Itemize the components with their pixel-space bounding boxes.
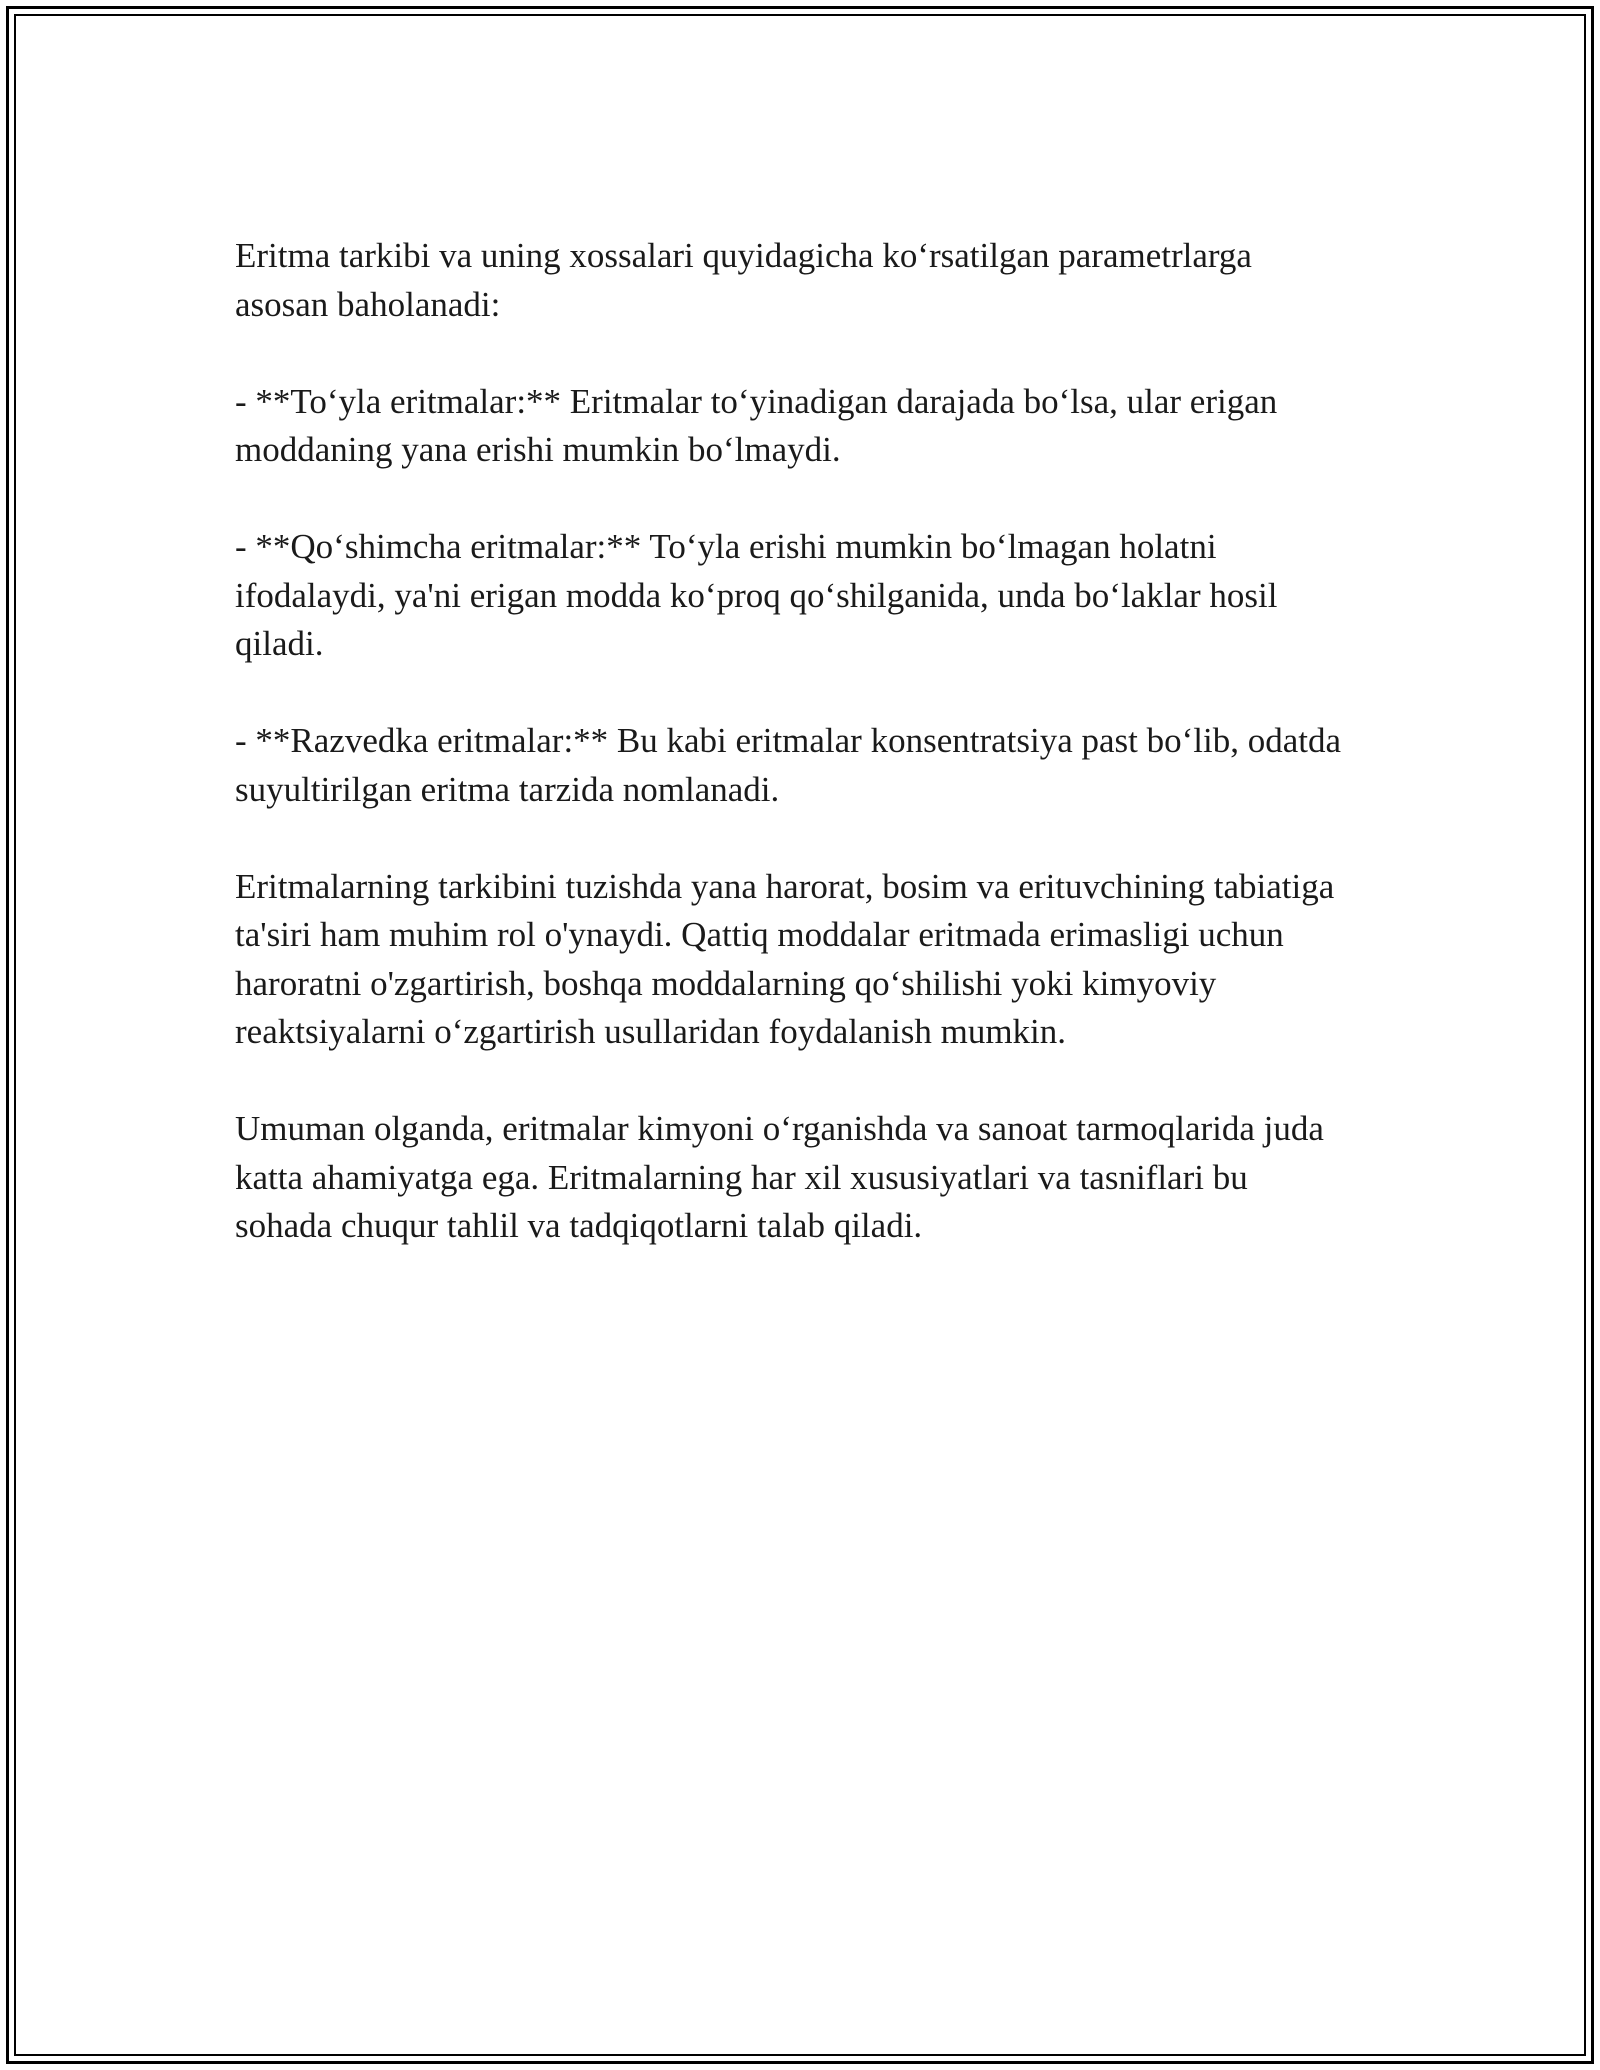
list-item-qoshimcha-eritmalar: - **Qo‘shimcha eritmalar:** To‘yla erishi mumkin bo‘lmagan holatni ifodalaydi, ya'ni erigan modda ko‘proq qo‘shilganida, unda bo‘laklar hosil qiladi. (235, 527, 1278, 663)
conclusion-paragraph: Umuman olganda, eritmalar kimyoni o‘rganishda va sanoat tarmoqlarida juda katta ahamiyatga ega. Eritmalarning har xil xususiyatlari va tasniflari bu sohada chuqur tahlil va tadqiqotlarni talab qiladi. (235, 1109, 1324, 1245)
intro-paragraph: Eritma tarkibi va uning xossalari quyidagicha ko‘rsatilgan parametrlarga asosan baholanadi: (235, 236, 1252, 324)
body-paragraph-factors: Eritmalarning tarkibini tuzishda yana harorat, bosim va erituvchining tabiatiga ta'siri ham muhim rol o'ynaydi. Qattiq moddalar eritmada erimasligi uchun haroratni o'zgartirish, boshqa moddalarning qo‘shilishi yoki kimyoviy reaktsiyalarni o‘zgartirish usullaridan foydalanish mumkin. (235, 866, 1335, 1051)
list-item-toyla-eritmalar: - **To‘yla eritmalar:** Eritmalar to‘yinadigan darajada bo‘lsa, ular erigan moddaning yana erishi mumkin bo‘lmaydi. (235, 381, 1278, 469)
list-item-razvedka-eritmalar: - **Razvedka eritmalar:** Bu kabi eritmalar konsentratsiya past bo‘lib, odatda suyultirilgan eritma tarzida nomlanadi. (235, 721, 1342, 809)
document-body (235, 232, 1350, 1251)
